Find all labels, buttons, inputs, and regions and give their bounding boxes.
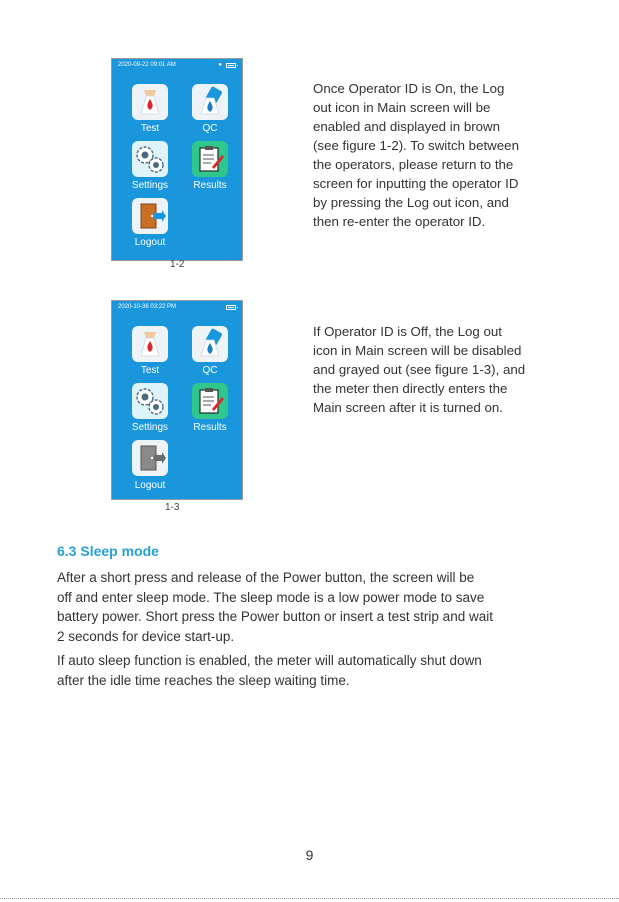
main-screen-figure-1-2 bbox=[111, 58, 243, 261]
settings-label: Settings bbox=[131, 422, 169, 433]
status-time: 2020-09-22 09:01 AM bbox=[118, 62, 176, 68]
qc-label: QC bbox=[202, 365, 218, 376]
logout-icon-disabled bbox=[132, 440, 168, 476]
test-label: Test bbox=[140, 365, 160, 376]
footer-divider bbox=[0, 898, 619, 899]
settings-icon[interactable] bbox=[132, 141, 168, 177]
main-screen-figure-1-3 bbox=[111, 300, 243, 500]
test-icon[interactable] bbox=[132, 84, 168, 120]
status-bar bbox=[118, 62, 236, 70]
battery-icon bbox=[226, 63, 236, 68]
test-label: Test bbox=[140, 123, 160, 134]
qc-icon[interactable] bbox=[192, 326, 228, 362]
sleep-mode-paragraph-1: After a short press and release of the Power button, the screen will be off and enter sleep mode. The sleep mode is a low power mode to save battery power. Short press the Power button or insert a test strip and wait 2 seconds for device start-up. bbox=[57, 570, 493, 644]
figure-caption-1-3: 1-3 bbox=[165, 502, 180, 513]
operator-off-paragraph: If Operator ID is Off, the Log out icon in Main screen will be disabled and grayed out (see figure 1-3), and the meter then directly enters the Main screen after it is turned on. bbox=[313, 324, 526, 415]
results-label: Results bbox=[193, 180, 227, 191]
status-bar bbox=[118, 304, 236, 312]
operator-on-paragraph: Once Operator ID is On, the Log out icon in Main screen will be enabled and displayed in brown (see figure 1-2). To switch between the operators, please return to the screen for inputting the operator ID by pressing the Log out icon, and then re-enter the operator ID. bbox=[313, 81, 519, 229]
qc-icon[interactable] bbox=[192, 84, 228, 120]
section-heading: 6.3 Sleep mode bbox=[57, 543, 159, 559]
page-number: 9 bbox=[305, 847, 314, 863]
settings-icon[interactable] bbox=[132, 383, 168, 419]
operator-indicator-icon: ● bbox=[218, 62, 222, 68]
results-label: Results bbox=[193, 422, 227, 433]
status-time: 2020-10-36 03:22 PM bbox=[118, 304, 177, 310]
results-icon[interactable] bbox=[192, 383, 228, 419]
settings-label: Settings bbox=[131, 180, 169, 191]
logout-label: Logout bbox=[134, 237, 166, 248]
logout-icon[interactable] bbox=[132, 198, 168, 234]
logout-label: Logout bbox=[134, 480, 166, 491]
qc-label: QC bbox=[202, 123, 218, 134]
battery-icon bbox=[226, 305, 236, 310]
figure-caption-1-2: 1-2 bbox=[170, 259, 185, 270]
sleep-mode-paragraph-2: If auto sleep function is enabled, the meter will automatically shut down after the idle time reaches the sleep waiting time. bbox=[57, 653, 482, 688]
test-icon[interactable] bbox=[132, 326, 168, 362]
results-icon[interactable] bbox=[192, 141, 228, 177]
